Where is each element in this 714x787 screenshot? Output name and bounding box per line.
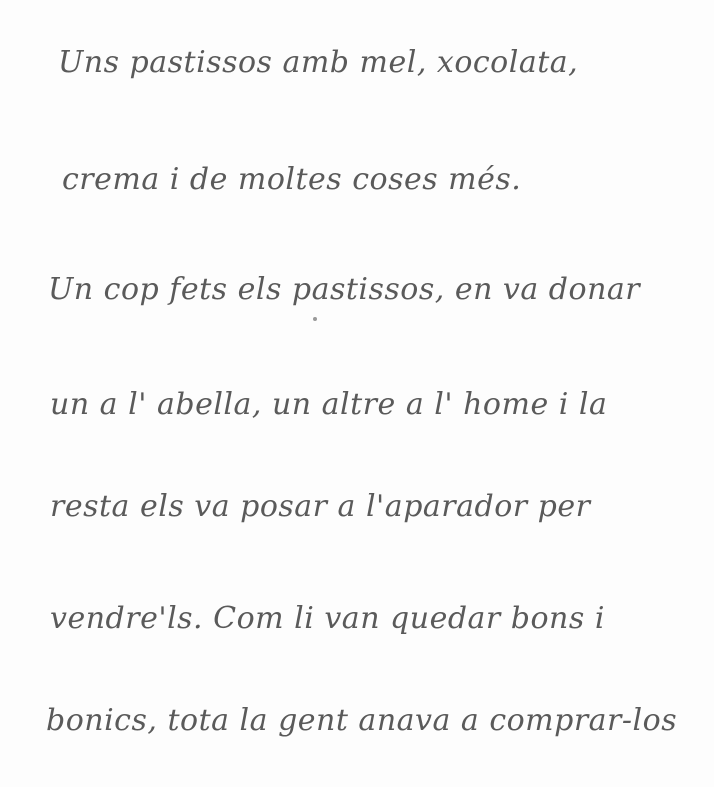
text-line-3: Un cop fets els pastissos, en va donar [48,272,641,307]
text-line-5: resta els va posar a l'aparador per [50,489,591,524]
text-line-4: un a l' abella, un altre a l' home i la [50,387,608,422]
text-line-6: vendre'ls. Com li van quedar bons i [50,601,605,636]
paper-speck [313,317,317,321]
text-line-7: bonics, tota la gent anava a comprar-los [46,703,678,738]
text-line-2: crema i de moltes coses més. [62,162,522,197]
text-line-1: Uns pastissos amb mel, xocolata, [58,45,579,80]
